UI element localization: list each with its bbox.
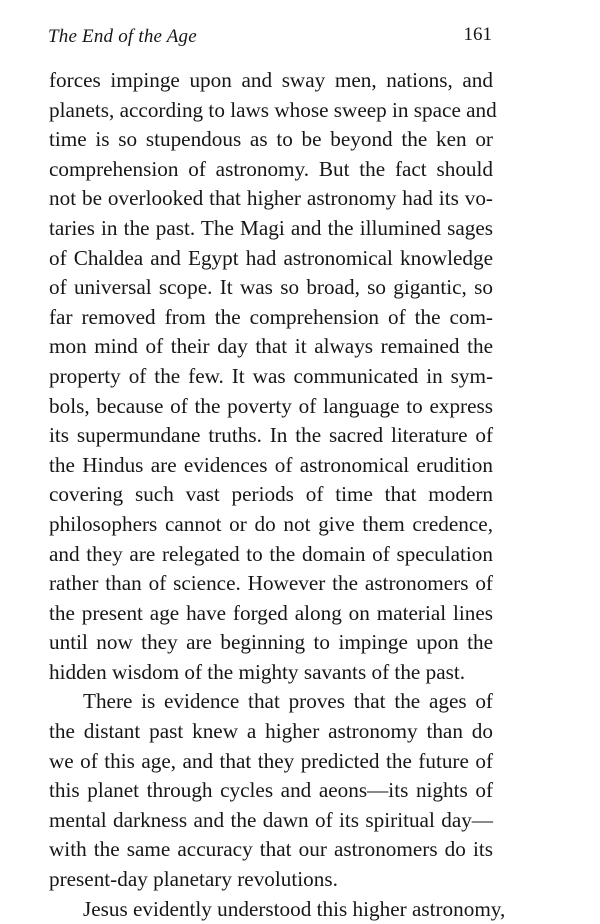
- text-line: philosophers cannot or do not give them credence,: [49, 511, 493, 536]
- text-line: forces impinge upon and sway men, nations, and: [49, 68, 493, 92]
- text-line: time is so stupendous as to be beyond the ken or: [49, 127, 493, 152]
- text-line: taries in the past. The Magi and the illumined sages: [49, 215, 493, 240]
- text-line: mon mind of their day that it always remained the: [49, 334, 493, 359]
- text-line: until now they are beginning to impinge upon the: [49, 630, 493, 655]
- body-text: [49, 66, 506, 924]
- text-line: of Chaldea and Egypt had astronomical knowledge: [49, 245, 493, 270]
- running-header: [48, 26, 492, 50]
- text-line: present-day planetary revolutions.: [49, 867, 338, 892]
- paragraph-first-line: There is evidence that proves that the ages of: [83, 689, 493, 714]
- text-line: the present age have forged along on material lines: [49, 600, 493, 625]
- text-line: hidden wisdom of the mighty savants of the past.: [49, 659, 466, 684]
- text-line: this planet through cycles and aeons—its nights of: [49, 778, 493, 803]
- paragraph-first-line: Jesus evidently understood this higher astronomy,: [83, 896, 506, 921]
- text-line: far removed from the comprehension of the com-: [49, 304, 493, 329]
- text-line: property of the few. It was communicated in sym-: [49, 363, 493, 388]
- text-line: bols, because of the poverty of language to express: [49, 393, 493, 418]
- text-line: the distant past knew a higher astronomy than do: [49, 719, 493, 744]
- text-line: its supermundane truths. In the sacred literature of: [49, 423, 493, 448]
- text-line: with the same accuracy that our astronomers do its: [49, 837, 493, 862]
- text-line: rather than of science. However the astronomers of: [49, 571, 493, 596]
- running-title: The End of the Age: [48, 26, 197, 47]
- text-line: planets, according to laws whose sweep in space and: [49, 97, 497, 122]
- text-line: mental darkness and the dawn of its spiritual day—: [49, 807, 493, 832]
- text-line: not be overlooked that higher astronomy had its vo-: [49, 186, 493, 211]
- text-line: the Hindus are evidences of astronomical erudition: [49, 452, 493, 477]
- text-line: and they are relegated to the domain of speculation: [49, 541, 493, 566]
- page-number: 161: [463, 24, 492, 45]
- text-line: of universal scope. It was so broad, so gigantic, so: [49, 275, 493, 300]
- text-line: we of this age, and that they predicted the future of: [49, 748, 493, 773]
- text-line: comprehension of astronomy. But the fact should: [49, 156, 493, 181]
- text-line: covering such vast periods of time that modern: [49, 482, 493, 507]
